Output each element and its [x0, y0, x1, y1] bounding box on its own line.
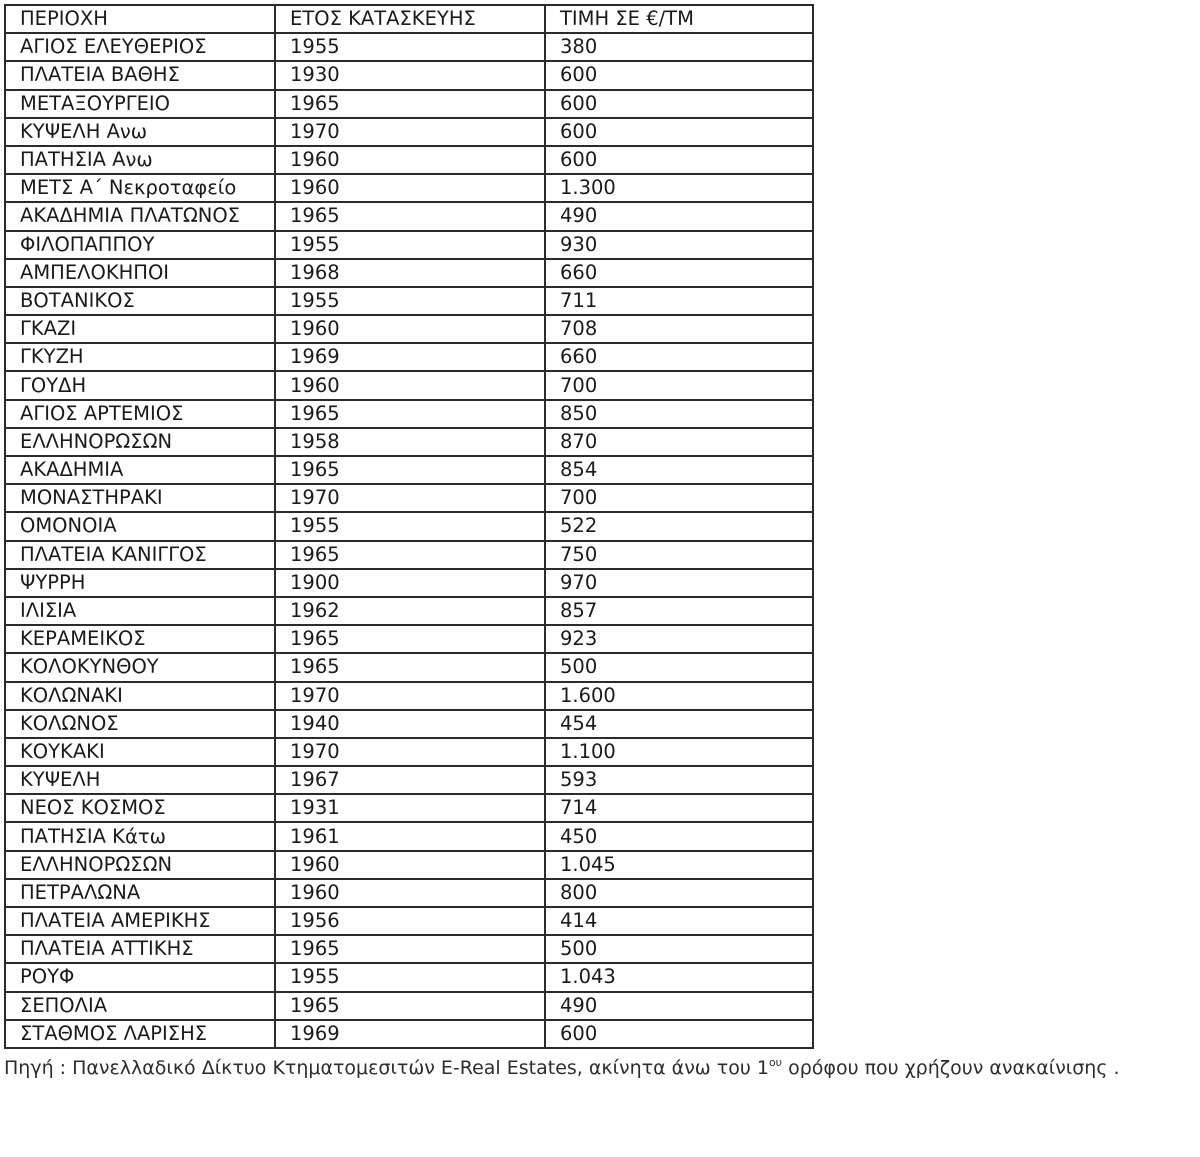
price-table: [4, 4, 814, 1049]
table-row: [5, 625, 813, 653]
price-cell: 1.043: [545, 963, 813, 991]
price-cell: 1.300: [545, 174, 813, 202]
area-cell: ΨΥΡΡΗ: [5, 569, 275, 597]
year-cell: 1970: [275, 484, 545, 512]
area-cell: ΣΕΠΟΛΙΑ: [5, 992, 275, 1020]
price-cell: 450: [545, 822, 813, 850]
table-row: [5, 33, 813, 61]
area-cell: ΠΑΤΗΣΙΑ Ανω: [5, 146, 275, 174]
table-row: [5, 174, 813, 202]
price-cell: 700: [545, 484, 813, 512]
area-cell: ΑΚΑΔΗΜΙΑ: [5, 456, 275, 484]
price-cell: 930: [545, 231, 813, 259]
area-cell: ΓΚΥΖΗ: [5, 343, 275, 371]
year-cell: 1955: [275, 963, 545, 991]
area-cell: ΠΑΤΗΣΙΑ Κάτω: [5, 822, 275, 850]
price-cell: 454: [545, 710, 813, 738]
area-cell: ΑΓΙΟΣ ΕΛΕΥΘΕΡΙΟΣ: [5, 33, 275, 61]
year-cell: 1965: [275, 90, 545, 118]
area-cell: ΒΟΤΑΝΙΚΟΣ: [5, 287, 275, 315]
price-cell: 600: [545, 61, 813, 89]
year-cell: 1969: [275, 343, 545, 371]
price-cell: 1.600: [545, 682, 813, 710]
price-cell: 857: [545, 597, 813, 625]
table-row: [5, 597, 813, 625]
header-price-per-sqm: ΤΙΜΗ ΣΕ €/ΤΜ: [545, 5, 813, 33]
price-cell: 414: [545, 907, 813, 935]
table-row: [5, 963, 813, 991]
year-cell: 1960: [275, 879, 545, 907]
year-cell: 1967: [275, 766, 545, 794]
price-cell: 714: [545, 794, 813, 822]
year-cell: 1960: [275, 146, 545, 174]
table-row: [5, 653, 813, 681]
area-cell: ΚΟΛΩΝΑΚΙ: [5, 682, 275, 710]
year-cell: 1965: [275, 653, 545, 681]
area-cell: ΑΓΙΟΣ ΑΡΤΕΜΙΟΣ: [5, 400, 275, 428]
table-row: [5, 710, 813, 738]
price-cell: 380: [545, 33, 813, 61]
price-cell: 500: [545, 935, 813, 963]
area-cell: ΕΛΛΗΝΟΡΩΣΩΝ: [5, 428, 275, 456]
year-cell: 1958: [275, 428, 545, 456]
price-cell: 600: [545, 118, 813, 146]
area-cell: ΣΤΑΘΜΟΣ ΛΑΡΙΣΗΣ: [5, 1020, 275, 1048]
source-note-text: Πηγή : Πανελλαδικό Δίκτυο Κτηματομεσιτών E-Real Estates, ακίνητα άνω του 1: [4, 1056, 769, 1079]
table-row: [5, 822, 813, 850]
area-cell: ΓΟΥΔΗ: [5, 371, 275, 399]
year-cell: 1960: [275, 371, 545, 399]
area-cell: ΑΚΑΔΗΜΙΑ ΠΛΑΤΩΝΟΣ: [5, 202, 275, 230]
table-row: [5, 992, 813, 1020]
table-row: [5, 456, 813, 484]
table-row: [5, 287, 813, 315]
year-cell: 1970: [275, 118, 545, 146]
area-cell: ΜΕΤΑΞΟΥΡΓΕΙΟ: [5, 90, 275, 118]
area-cell: ΠΕΤΡΑΛΩΝΑ: [5, 879, 275, 907]
year-cell: 1965: [275, 456, 545, 484]
price-cell: 600: [545, 1020, 813, 1048]
price-cell: 850: [545, 400, 813, 428]
year-cell: 1956: [275, 907, 545, 935]
price-cell: 660: [545, 259, 813, 287]
table-row: [5, 61, 813, 89]
year-cell: 1931: [275, 794, 545, 822]
table-row: [5, 146, 813, 174]
year-cell: 1965: [275, 400, 545, 428]
price-cell: 1.100: [545, 738, 813, 766]
table-row: [5, 569, 813, 597]
price-cell: 870: [545, 428, 813, 456]
year-cell: 1969: [275, 1020, 545, 1048]
price-cell: 600: [545, 146, 813, 174]
table-row: [5, 428, 813, 456]
price-cell: 522: [545, 512, 813, 540]
table-row: [5, 484, 813, 512]
year-cell: 1965: [275, 625, 545, 653]
price-cell: 1.045: [545, 851, 813, 879]
area-cell: ΠΛΑΤΕΙΑ ΚΑΝΙΓΓΟΣ: [5, 541, 275, 569]
table-row: [5, 935, 813, 963]
table-row: [5, 371, 813, 399]
area-cell: ΕΛΛΗΝΟΡΩΣΩΝ: [5, 851, 275, 879]
price-cell: 750: [545, 541, 813, 569]
area-cell: ΠΛΑΤΕΙΑ ΑΤΤΙΚΗΣ: [5, 935, 275, 963]
year-cell: 1965: [275, 992, 545, 1020]
table-row: [5, 851, 813, 879]
year-cell: 1962: [275, 597, 545, 625]
area-cell: ΑΜΠΕΛΟΚΗΠΟΙ: [5, 259, 275, 287]
table-row: [5, 202, 813, 230]
header-area: ΠΕΡΙΟΧΗ: [5, 5, 275, 33]
year-cell: 1960: [275, 315, 545, 343]
area-cell: ΚΥΨΕΛΗ Ανω: [5, 118, 275, 146]
table-row: [5, 231, 813, 259]
year-cell: 1940: [275, 710, 545, 738]
area-cell: ΠΛΑΤΕΙΑ ΑΜΕΡΙΚΗΣ: [5, 907, 275, 935]
area-cell: ΝΕΟΣ ΚΟΣΜΟΣ: [5, 794, 275, 822]
table-row: [5, 400, 813, 428]
table-row: [5, 90, 813, 118]
area-cell: ΚΕΡΑΜΕΙΚΟΣ: [5, 625, 275, 653]
area-cell: ΓΚΑΖΙ: [5, 315, 275, 343]
year-cell: 1930: [275, 61, 545, 89]
table-row: [5, 766, 813, 794]
area-cell: ΜΟΝΑΣΤΗΡΑΚΙ: [5, 484, 275, 512]
area-cell: ΚΟΛΩΝΟΣ: [5, 710, 275, 738]
year-cell: 1955: [275, 33, 545, 61]
table-row: [5, 541, 813, 569]
table-row: [5, 343, 813, 371]
header-construction-year: ΕΤΟΣ ΚΑΤΑΣΚΕΥΗΣ: [275, 5, 545, 33]
year-cell: 1970: [275, 682, 545, 710]
year-cell: 1955: [275, 287, 545, 315]
table-row: [5, 259, 813, 287]
year-cell: 1970: [275, 738, 545, 766]
source-note: [4, 1051, 1194, 1080]
document: [4, 4, 1194, 1080]
year-cell: 1955: [275, 231, 545, 259]
price-table-body: [5, 5, 813, 1048]
table-row: [5, 1020, 813, 1048]
price-cell: 923: [545, 625, 813, 653]
area-cell: ΡΟΥΦ: [5, 963, 275, 991]
year-cell: 1965: [275, 202, 545, 230]
source-note-superscript: ου: [768, 1055, 783, 1069]
area-cell: ΟΜΟΝΟΙΑ: [5, 512, 275, 540]
year-cell: 1900: [275, 569, 545, 597]
source-note-text-end: ορόφου που χρήζουν ανακαίνισης .: [782, 1056, 1120, 1079]
table-row: [5, 738, 813, 766]
price-cell: 593: [545, 766, 813, 794]
price-cell: 500: [545, 653, 813, 681]
price-cell: 800: [545, 879, 813, 907]
area-cell: ΜΕΤΣ Α΄ Νεκροταφείο: [5, 174, 275, 202]
year-cell: 1965: [275, 541, 545, 569]
area-cell: ΚΟΛΟΚΥΝΘΟΥ: [5, 653, 275, 681]
area-cell: ΙΛΙΣΙΑ: [5, 597, 275, 625]
table-row: [5, 118, 813, 146]
price-cell: 708: [545, 315, 813, 343]
year-cell: 1965: [275, 935, 545, 963]
year-cell: 1960: [275, 174, 545, 202]
price-cell: 600: [545, 90, 813, 118]
table-row: [5, 794, 813, 822]
price-cell: 660: [545, 343, 813, 371]
year-cell: 1955: [275, 512, 545, 540]
price-cell: 854: [545, 456, 813, 484]
price-cell: 970: [545, 569, 813, 597]
table-row: [5, 512, 813, 540]
table-row: [5, 879, 813, 907]
area-cell: ΦΙΛΟΠΑΠΠΟΥ: [5, 231, 275, 259]
table-row: [5, 682, 813, 710]
year-cell: 1968: [275, 259, 545, 287]
table-row: [5, 315, 813, 343]
table-header-row: [5, 5, 813, 33]
price-cell: 700: [545, 371, 813, 399]
area-cell: ΚΟΥΚΑΚΙ: [5, 738, 275, 766]
year-cell: 1961: [275, 822, 545, 850]
area-cell: ΠΛΑΤΕΙΑ ΒΑΘΗΣ: [5, 61, 275, 89]
table-row: [5, 907, 813, 935]
price-cell: 490: [545, 202, 813, 230]
area-cell: ΚΥΨΕΛΗ: [5, 766, 275, 794]
price-cell: 490: [545, 992, 813, 1020]
price-cell: 711: [545, 287, 813, 315]
year-cell: 1960: [275, 851, 545, 879]
